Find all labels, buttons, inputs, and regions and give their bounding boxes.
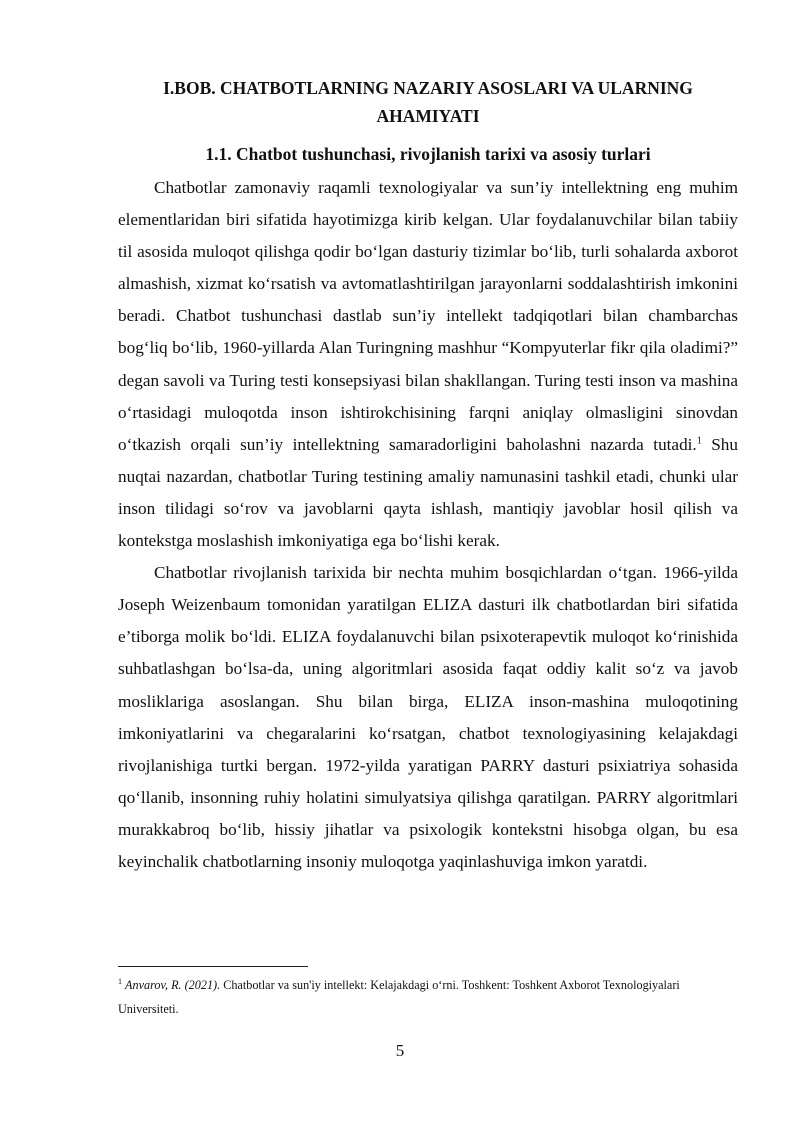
footnote-reference[interactable]: 1 [696,435,702,447]
page-number: 5 [395,1041,405,1060]
paragraph-1 [118,172,738,557]
footnote-text: Chatbotlar va sun'iy intellekt: Kelajakdagi o‘rni. Toshkent: Toshkent Axborot Texnologiyalari Universiteti. [118,978,680,1016]
footnote-separator [118,966,308,967]
chapter-title: I.BOB. CHATBOTLARNING NAZARIY ASOSLARI VA ULARNING AHAMIYATI [163,78,693,126]
paragraph-2: Chatbotlar rivojlanish tarixida bir nechta muhim bosqichlardan o‘tgan. 1966-yilda Joseph Weizenbaum tomonidan yaratilgan ELIZA dasturi ilk chatbotlardan biri sifatida e’tiborga molik bo‘ldi. ELIZA foydalanuvchi bilan psixoterapevtik muloqot ko‘rinishida suhbatlashgan bo‘lsa-da, uning algoritmlari asosida faqat oddiy kalit so‘z va javob mosliklariga asoslangan. Shu bilan birga, ELIZA inson-mashina muloqotining imkoniyatlarini va chegaralarini ko‘rsatgan, chatbot texnologiyasining kelajakdagi rivojlanishiga turtki bergan. 1972-yilda yaratigan PARRY dasturi psixiatriya sohasida qo‘llanib, insonning ruhiy holatini simulyatsiya qilishga qaratilgan. PARRY algoritmlari murakkabroq bo‘lib, hissiy jihatlar va psixologik kontekstni hisobga olgan, bu esa keyinchalik chatbotlarning insoniy muloqotga yaqinlashuviga imkon yaratdi. [118,563,738,871]
footnote [118,973,738,1021]
footnote-author: Anvarov, R. (2021). [125,978,221,992]
section-title: 1.1. Chatbot tushunchasi, rivojlanish tarixi va asosiy turlari [205,144,651,164]
footnote-number: 1 [118,976,122,986]
body-text [118,172,738,878]
paragraph-1-continuation: Shu nuqtai nazardan, chatbotlar Turing testining amaliy namunasini tashkil etadi, chunki ular inson tilidagi so‘rov va javoblarni qayta ishlash, mantiqiy javoblar hosil qilish va kontekstga moslashish imkoniyatiga ega bo‘lishi kerak. [118,434,738,551]
paragraph-1-text: Chatbotlar zamonaviy raqamli texnologiyalar va sun’iy intellektning eng muhim elementlaridan biri sifatida hayotimizga kirib kelgan. Ular foydalanuvchilar bilan tabiiy til asosida muloqot qilishga qodir bo‘lgan dasturiy tizimlar bo‘lib, turli sohalarda axborot almashish, xizmat ko‘rsatish va avtomatlashtirilgan jarayonlarni soddalashtirish imkonini beradi. Chatbot tushunchasi dastlab sun’iy intellekt tadqiqotlari bilan chambarchas bog‘liq bo‘lib, 1960-yillarda Alan Turingning mashhur “Kompyuterlar fikr qila oladimi?” degan savoli va Turing testi konsepsiyasi bilan shakllangan. Turing testi inson va mashina o‘rtasidagi muloqotda inson ishtirokchisining farqni aniqlay olmasligini sinovdan o‘tkazish orqali sun’iy intellektning samaradorligini baholashni nazarda tutadi. [118,178,738,454]
